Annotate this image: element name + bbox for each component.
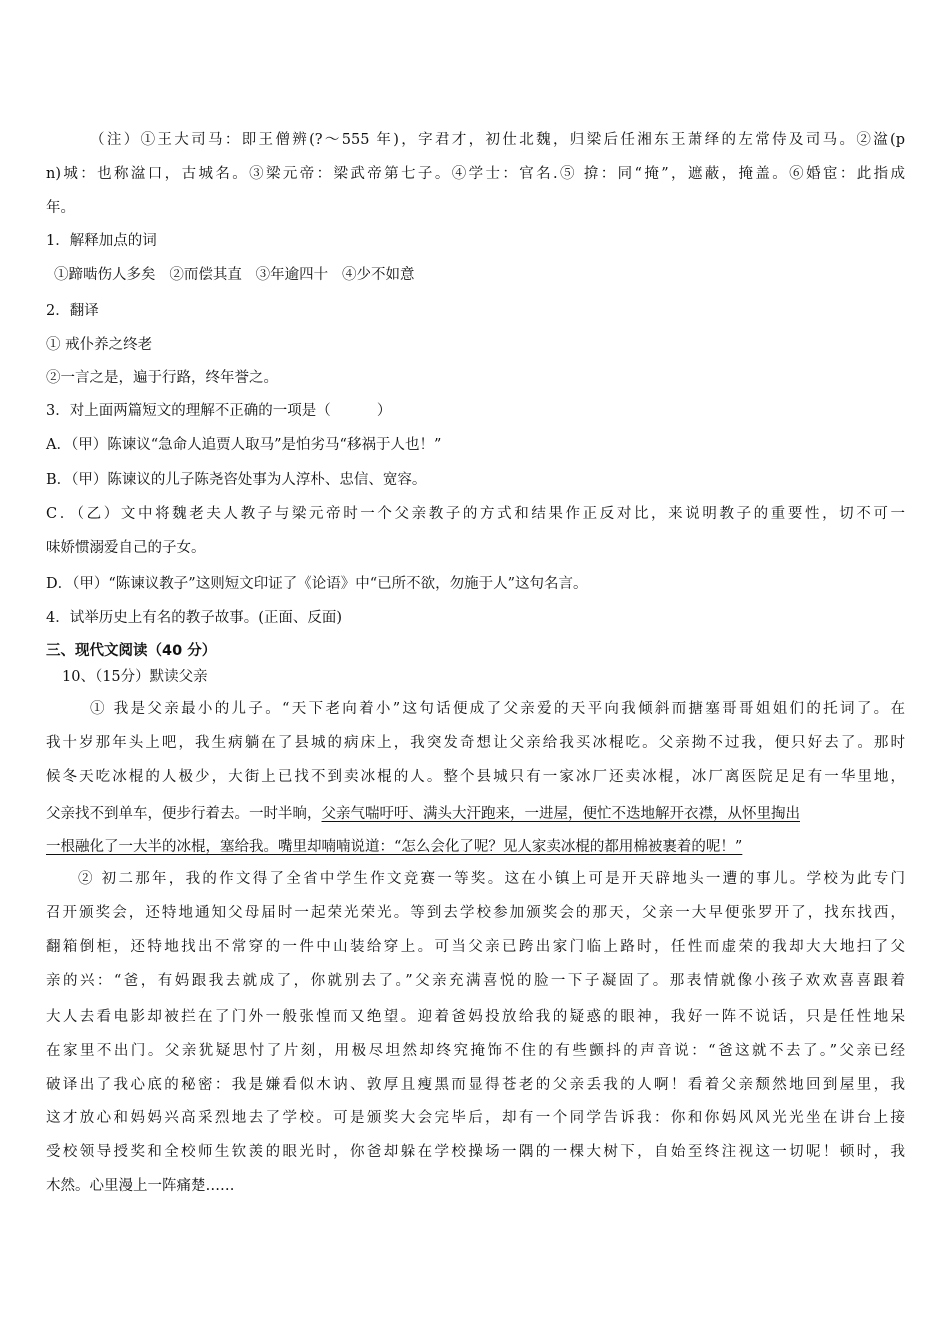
section-subheading: 10、（15分）默读父亲 xyxy=(62,669,208,685)
question-3-option-b: B．（甲）陈谏议的儿子陈尧咨处事为人淳朴、忠信、宽容。 xyxy=(46,472,427,488)
paragraph-2-line-5: 大人去看电影却被拦在了门外一般张惶而又绝望。迎着爸妈投放给我的疑惑的眼神，我好一阵不说话，只是任性地呆 xyxy=(46,1009,905,1025)
paragraph-2-line-9: 受校领导授奖和全校师生钦羡的眼光时，你爸却躲在学校操场一隅的一棵大树下，自始至终注视这一切呢！顿时，我 xyxy=(46,1144,905,1160)
paragraph-2-line-1: ② 初二那年，我的作文得了全省中学生作文竞赛一等奖。这在小镇上可是开天辟地头一遭的事儿。学校为此专门 xyxy=(78,871,905,887)
paragraph-1-line-5-underlined: 一根融化了一大半的冰棍，塞给我。嘴里却喃喃说道：“怎么会化了呢？见人家卖冰棍的都用棉被裹着的呢！” xyxy=(46,839,743,855)
question-2-title: 2．翻译 xyxy=(46,303,99,319)
question-3-option-d: D．（甲）“陈谏议教子”这则短文印证了《论语》中“已所不欲，勿施于人”这句名言。 xyxy=(46,576,588,592)
section-heading: 三、现代文阅读（40 分） xyxy=(46,643,217,659)
question-3-title: 3．对上面两篇短文的理解不正确的一项是（ ） xyxy=(46,403,392,419)
paragraph-1-line-3: 候冬天吃冰棍的人极少，大街上已找不到卖冰棍的人。整个县城只有一家冰厂还卖冰棍，冰厂离医院足足有一华里地， xyxy=(46,769,905,785)
question-2-item-2: ②一言之是，遍于行路，终年誉之。 xyxy=(46,370,278,386)
paragraph-2-line-10: 木然。心里漫上一阵痛楚…… xyxy=(46,1178,235,1194)
paragraph-1-underlined-sentence: 父亲气喘吁吁、满头大汗跑来，一进屋，便忙不迭地解开衣襟，从怀里掏出 xyxy=(321,806,800,822)
question-2-item-1: ① 戒仆养之终老 xyxy=(46,337,153,353)
paragraph-2-line-4: 亲的兴：“爸，有妈跟我去就成了，你就别去了。”父亲充满喜悦的脸一下子凝固了。那表情就像小孩子欢欢喜喜跟着 xyxy=(46,973,905,989)
note-line-2: n)城：也称湓口，古城名。③梁元帝：梁武帝第七子。④学士：官名.⑤ 揜：同“掩”，遮蔽，掩盖。⑥婚宦：此指成 xyxy=(46,166,905,182)
paragraph-2-line-2: 召开颁奖会，还特地通知父母届时一起荣光荣光。等到去学校参加颁奖会的那天，父亲一大早便张罗开了，找东找西， xyxy=(46,905,905,921)
paragraph-2-line-8: 这才放心和妈妈兴高采烈地去了学校。可是颁奖大会完毕后，却有一个同学告诉我：你和你妈风风光光坐在讲台上接 xyxy=(46,1110,905,1126)
question-4-title: 4．试举历史上有名的教子故事。(正面、反面) xyxy=(46,610,343,626)
note-line-3: 年。 xyxy=(46,200,75,216)
paragraph-2-line-7: 破译出了我心底的秘密：我是嫌看似木讷、敦厚且瘦黑而显得苍老的父亲丢我的人啊！看着父亲颓然地回到屋里，我 xyxy=(46,1077,905,1093)
paragraph-1-line-1: ① 我是父亲最小的儿子。“天下老向着小”这句话便成了父亲爱的天平向我倾斜而搪塞哥哥姐姐们的托词了。在 xyxy=(90,701,905,717)
paragraph-1-line-4 xyxy=(46,797,905,831)
question-1-items: ①蹄啮伤人多矣 ②而偿其直 ③年逾四十 ④少不如意 xyxy=(54,267,415,283)
paragraph-2-line-6: 在家里不出门。父亲犹疑思忖了片刻，用极尽坦然却终究掩饰不住的有些颤抖的声音说：“爸这就不去了。”父亲已经 xyxy=(46,1043,905,1059)
paragraph-1-line-2: 我十岁那年头上吧，我生病躺在了县城的病床上，我突发奇想让父亲给我买冰棍吃。父亲拗不过我，便只好去了。那时 xyxy=(46,735,905,751)
note-line-1: （注）①王大司马：即王僧辨(?～555 年)，字君才，初仕北魏，归梁后任湘东王萧绎的左常侍及司马。②湓(p xyxy=(90,132,905,148)
question-3-option-a: A．（甲）陈谏议“急命人追贾人取马”是怕劣马“移祸于人也！” xyxy=(46,437,442,453)
question-3-option-c-line-1: C．（乙）文中将魏老夫人教子与梁元帝时一个父亲教子的方式和结果作正反对比，来说明教子的重要性，切不可一 xyxy=(46,506,905,522)
question-3-option-c-line-2: 味娇惯溺爱自己的子女。 xyxy=(46,540,206,556)
paragraph-1-line-4-plain: 父亲找不到单车，便步行着去。一时半晌， xyxy=(46,806,322,822)
paragraph-2-line-3: 翻箱倒柜，还特地找出不常穿的一件中山装给穿上。可当父亲已跨出家门临上路时，任性而虚荣的我却大大地扫了父 xyxy=(46,939,905,955)
question-1-title: 1．解释加点的词 xyxy=(46,233,157,249)
